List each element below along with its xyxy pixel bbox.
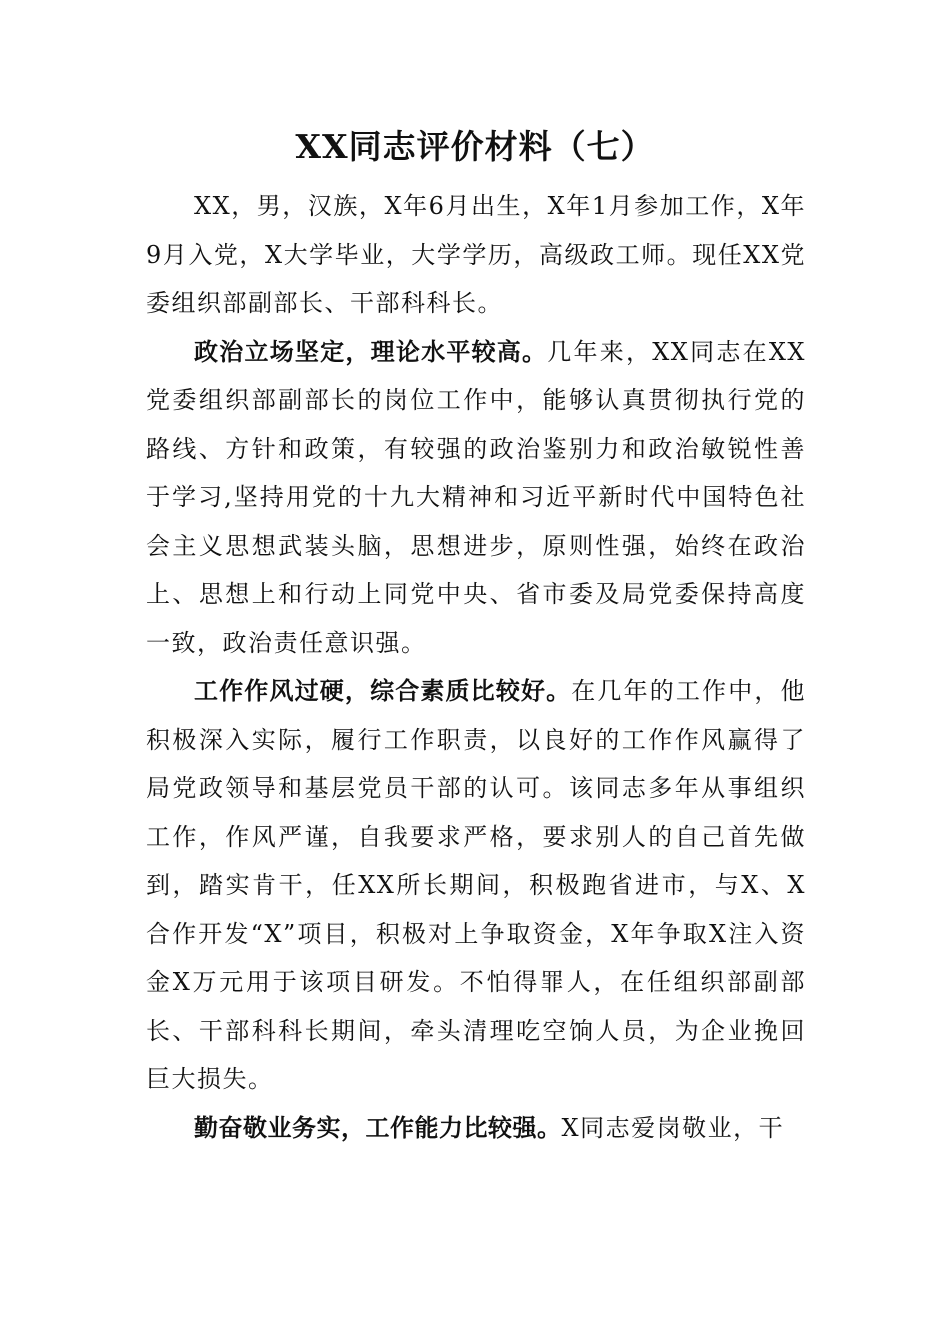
paragraph-lead: 勤奋敬业务实，工作能力比较强。 [194,1113,562,1142]
paragraph-work-style [146,667,806,1104]
paragraph-text: X同志爱岗敬业，干 [561,1113,785,1142]
document-title: XX同志评价材料（七） [295,127,655,166]
paragraph-text: XX，男，汉族，X年6月出生，X年1月参加工作，X年9月入党，X大学毕业，大学学历，高级政工师。现任XX党委组织部副部长、干部科科长。 [146,192,806,317]
paragraph-lead: 工作作风过硬，综合素质比较好。 [194,677,572,705]
paragraph-diligence [146,1104,806,1153]
document-body [146,182,806,1152]
paragraph-political-stance [146,328,806,668]
paragraph-text: 在几年的工作中，他积极深入实际，履行工作职责，以良好的工作作风赢得了局党政领导和基层党员干部的认可。该同志多年从事组织工作，作风严谨，自我要求严格，要求别人的自己首先做到，踏实肯干，任XX所长期间，积极跑省进市，与X、X合作开发“X”项目，积极对上争取资金，X年争取X注入资金X万元用于该项目研发。不怕得罪人，在任组织部副部长、干部科科长期间，牵头清理吃空饷人员，为企业挽回巨大损失。 [146,677,806,1093]
paragraph-text: 几年来，XX同志在XX党委组织部副部长的岗位工作中，能够认真贯彻执行党的路线、方针和政策，有较强的政治鉴别力和政治敏锐性善于学习,坚持用党的十九大精神和习近平新时代中国特色社会主义思想武装头脑，思想进步，原则性强，始终在政治上、思想上和行动上同党中央、省市委及局党委保持高度一致，政治责任意识强。 [146,337,806,657]
paragraph-lead: 政治立场坚定，理论水平较高。 [194,337,548,366]
paragraph-intro [146,182,806,328]
